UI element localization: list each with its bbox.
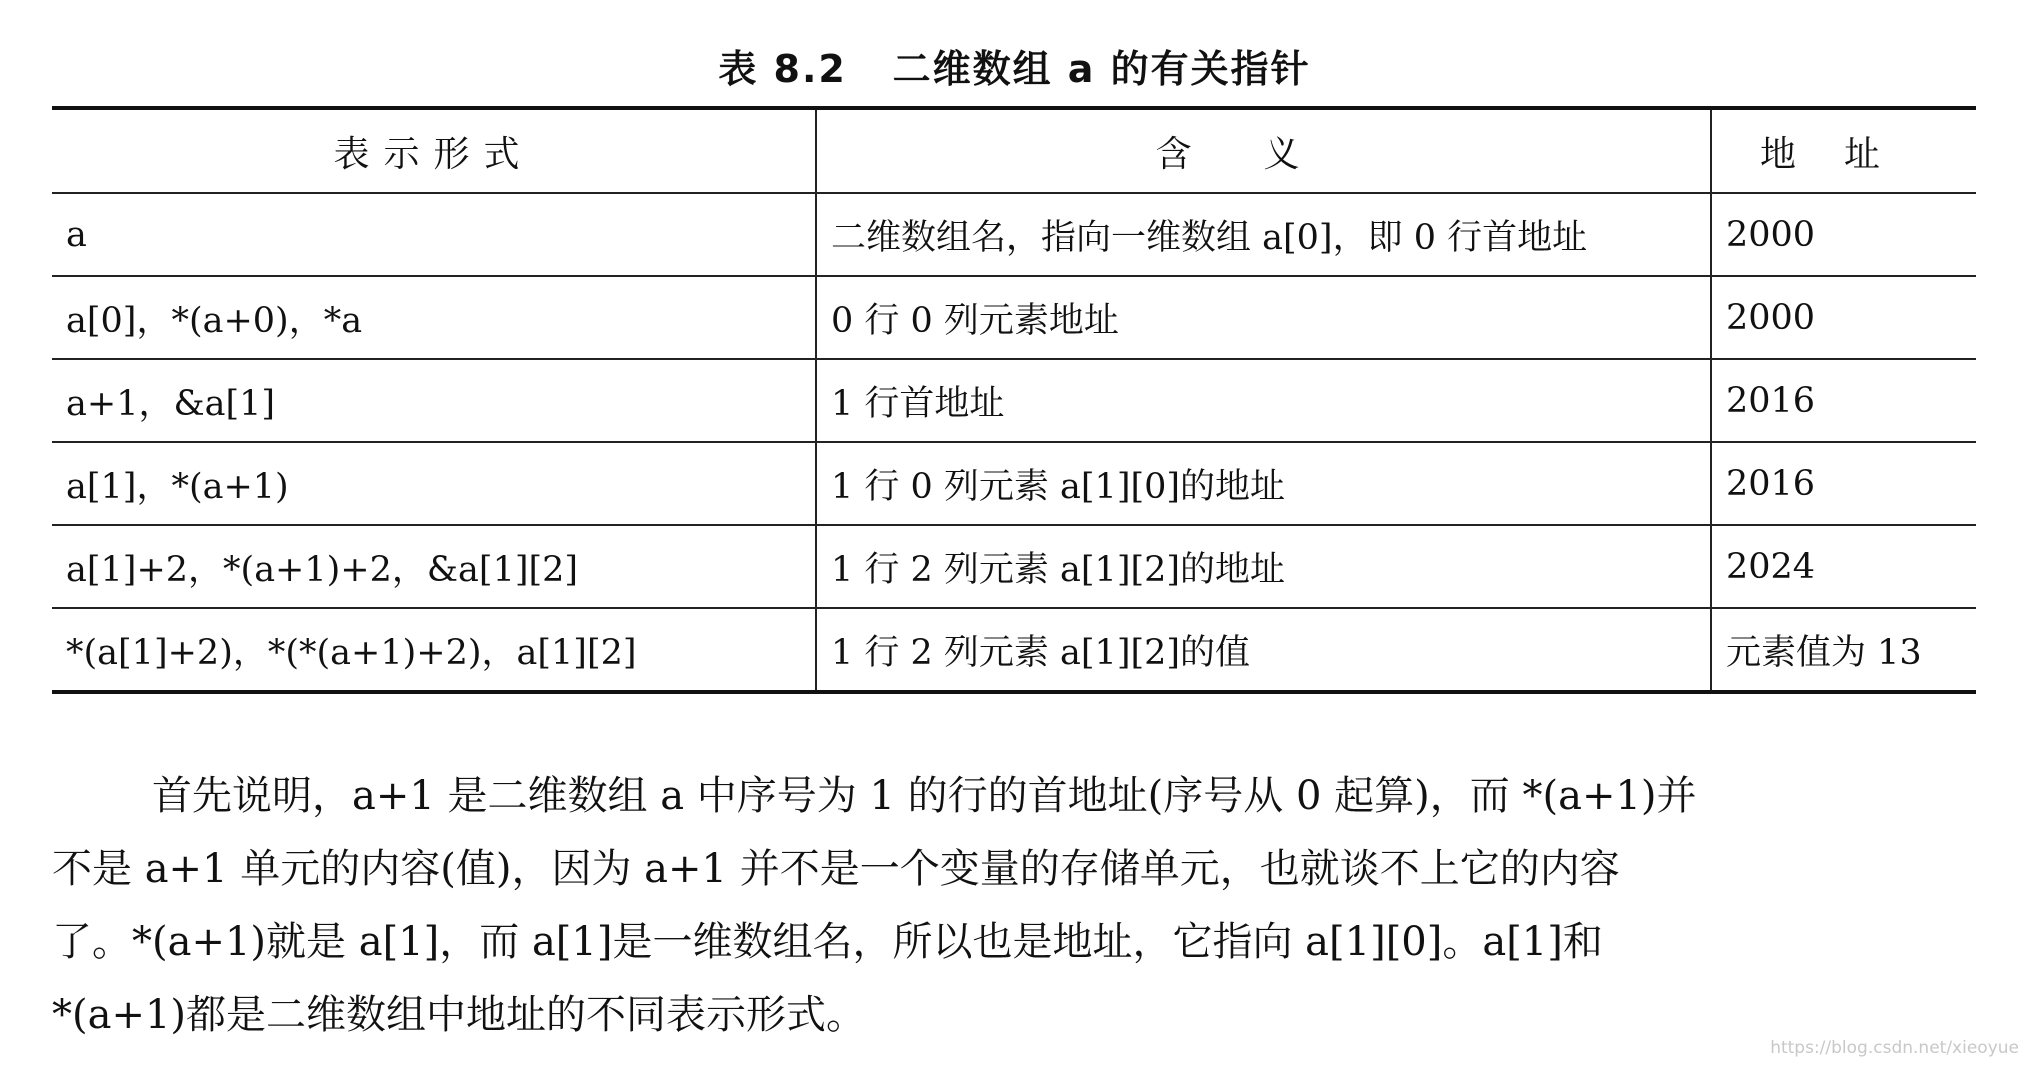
header-address: 地址 [1711,108,1976,193]
cell-address: 2000 [1711,276,1976,359]
cell-representation: a[1]+2，*(a+1)+2，&a[1][2] [52,525,816,608]
table-row [52,608,1976,692]
table-header-row [52,108,1976,193]
cell-meaning: 1 行首地址 [816,359,1711,442]
paragraph-line: 首先说明，a+1 是二维数组 a 中序号为 1 的行的首地址(序号从 0 起算)，而 *(a+1)并 [152,773,1697,819]
cell-meaning: 0 行 0 列元素地址 [816,276,1711,359]
table-row [52,193,1976,276]
cell-meaning: 1 行 2 列元素 a[1][2]的地址 [816,525,1711,608]
table-row [52,442,1976,525]
table-row [52,359,1976,442]
paragraph-line: 不是 a+1 单元的内容(值)，因为 a+1 并不是一个变量的存储单元，也就谈不上它的内容 [52,846,1620,892]
cell-meaning: 1 行 0 列元素 a[1][0]的地址 [816,442,1711,525]
pointer-table [52,106,1976,694]
cell-address: 2000 [1711,193,1976,276]
cell-representation: a+1，&a[1] [52,359,816,442]
cell-address: 元素值为 13 [1726,632,1922,673]
header-representation: 表示形式 [52,108,816,193]
paragraph-line: 了。*(a+1)就是 a[1]，而 a[1]是一维数组名，所以也是地址，它指向 a[1][0]。a[1]和 [52,919,1603,965]
cell-representation: a[0]，*(a+0)，*a [52,276,816,359]
header-meaning: 含义 [816,108,1711,193]
explanation-paragraph [52,760,1976,1052]
cell-meaning: 二维数组名，指向一维数组 a[0]，即 0 行首地址 [816,193,1711,276]
cell-representation: a[1]，*(a+1) [52,442,816,525]
cell-meaning: 1 行 2 列元素 a[1][2]的值 [816,608,1711,692]
table-row [52,525,1976,608]
paragraph-line: *(a+1)都是二维数组中地址的不同表示形式。 [52,992,867,1038]
cell-representation: *(a[1]+2)，*(*(a+1)+2)，a[1][2] [52,608,816,692]
cell-representation: a [52,193,816,276]
table-row [52,276,1976,359]
cell-address: 2024 [1711,525,1976,608]
cell-address: 2016 [1711,442,1976,525]
cell-address: 2016 [1711,359,1976,442]
table-caption: 表 8.2 二维数组 a 的有关指针 [718,47,1311,91]
watermark-text: https://blog.csdn.net/xieoyue [1770,1038,2019,1058]
